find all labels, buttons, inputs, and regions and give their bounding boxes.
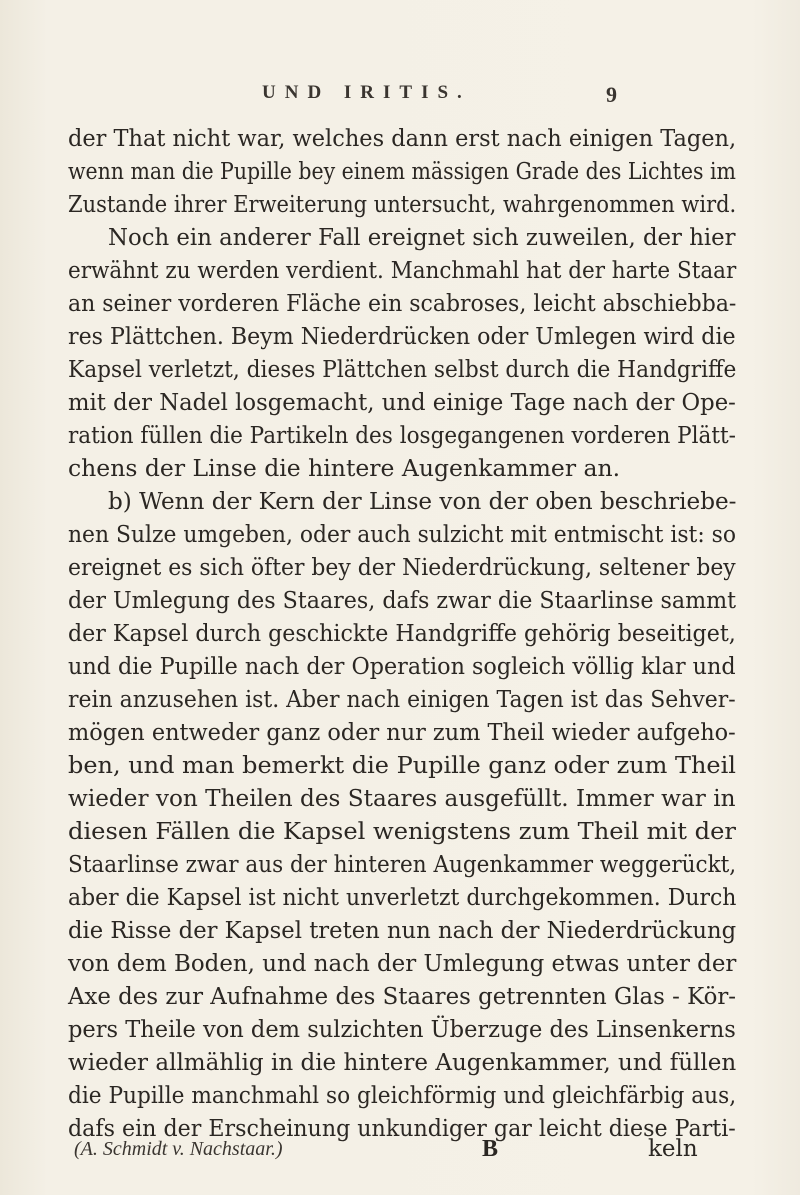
text-line: ben, und man bemerkt die Pupille ganz oder zum Theil <box>68 751 736 779</box>
page-number: 9 <box>606 82 617 107</box>
text-line: die Risse der Kapsel treten nun nach der Niederdrückung <box>68 916 737 944</box>
text-line: erwähnt zu werden verdient. Manchmahl hat der harte Staar <box>68 256 737 284</box>
footer-source-note: (A. Schmidt v. Nachstaar.) <box>74 1138 283 1160</box>
text-line: Staarlinse zwar aus der hinteren Augenkammer weggerückt, <box>68 850 737 878</box>
text-line: Zustande ihrer Erweiterung untersucht, wahrgenommen wird. <box>68 190 737 218</box>
text-line: wenn man die Pupille bey einem mässigen Grade des Lichtes im <box>68 157 736 185</box>
text-line: und die Pupille nach der Operation sogleich völlig klar und <box>68 652 736 680</box>
page-footer <box>0 1136 800 1172</box>
text-line: ration füllen die Partikeln des losgegangenen vorderen Plätt- <box>68 421 736 449</box>
text-line: von dem Boden, und nach der Umlegung etwas unter der <box>68 949 737 977</box>
text-line: wieder allmählig in die hintere Augenkammer, und füllen <box>68 1048 737 1076</box>
text-line: rein anzusehen ist. Aber nach einigen Tagen ist das Sehver- <box>68 685 736 713</box>
text-line: der Kapsel durch geschickte Handgriffe gehörig beseitiget, <box>68 619 736 647</box>
text-line: Noch ein anderer Fall ereignet sich zuweilen, der hier <box>108 223 736 251</box>
text-line: diesen Fällen die Kapsel wenigstens zum Theil mit der <box>68 817 736 845</box>
catchword: keln <box>648 1136 698 1162</box>
text-line: aber die Kapsel ist nicht unverletzt durchgekommen. Durch <box>68 883 737 911</box>
text-line: b) Wenn der Kern der Linse von der oben beschriebe- <box>108 487 737 515</box>
text-line: mögen entweder ganz oder nur zum Theil wieder aufgeho- <box>68 718 736 746</box>
text-line: res Plättchen. Beym Niederdrücken oder Umlegen wird die <box>68 322 736 350</box>
text-line: Kapsel verletzt, dieses Plättchen selbst durch die Handgriffe <box>68 355 737 383</box>
text-line: Axe des zur Aufnahme des Staares getrennten Glas - Kör- <box>68 982 737 1010</box>
text-line: chens der Linse die hintere Augenkammer an. <box>68 454 621 482</box>
text-line: nen Sulze umgeben, oder auch sulzicht mit entmischt ist: so <box>68 520 736 548</box>
text-line: mit der Nadel losgemacht, und einige Tage nach der Ope- <box>68 388 736 416</box>
text-line: ereignet es sich öfter bey der Niederdrückung, seltener bey <box>68 553 736 581</box>
text-line: dafs ein der Erscheinung unkundiger gar leicht diese Parti- <box>68 1114 736 1142</box>
signature-mark: B <box>482 1136 499 1162</box>
page-header <box>0 82 800 110</box>
text-line: wieder von Theilen des Staares ausgefüllt. Immer war in <box>68 784 736 812</box>
running-head: UND IRITIS. <box>262 82 471 103</box>
text-line: der That nicht war, welches dann erst nach einigen Tagen, <box>68 124 737 152</box>
text-line: pers Theile von dem sulzichten Überzuge des Linsenkerns <box>68 1015 736 1043</box>
text-line: der Umlegung des Staares, dafs zwar die Staarlinse sammt <box>68 586 737 614</box>
text-line: die Pupille manchmahl so gleichförmig und gleichfärbig aus, <box>68 1081 737 1109</box>
text-line: an seiner vorderen Fläche ein scabroses, leicht abschiebba- <box>68 289 737 317</box>
